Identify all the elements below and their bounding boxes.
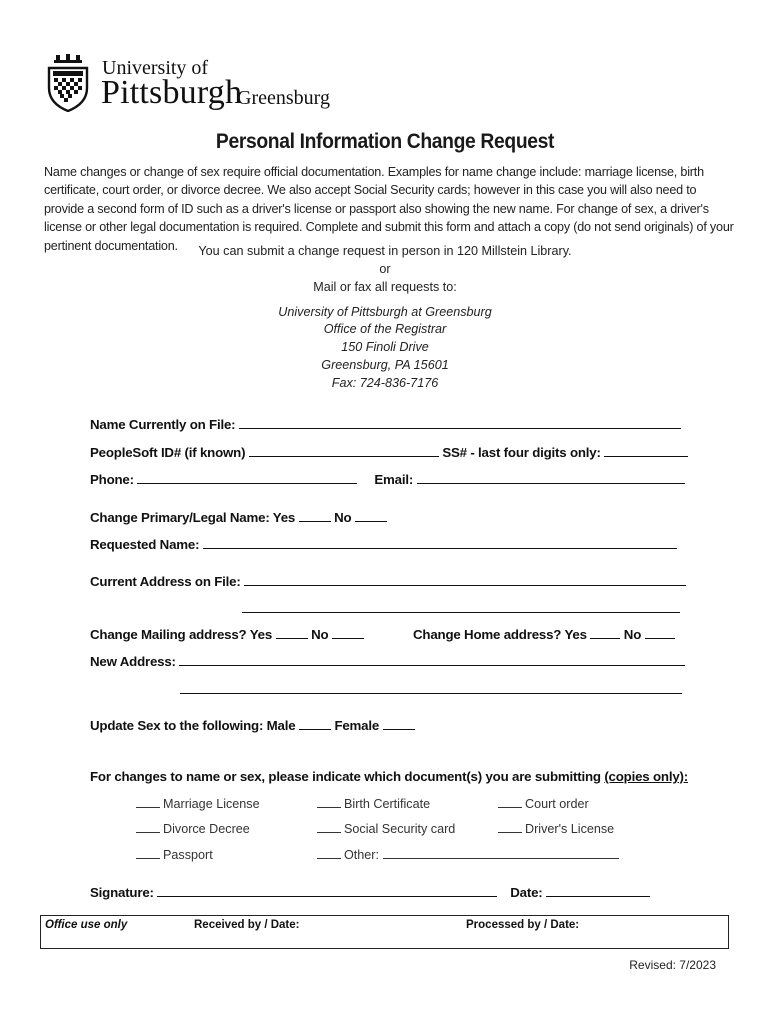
doc-option-divorce[interactable] xyxy=(136,821,250,836)
doc-marriage-label: Marriage License xyxy=(163,797,260,811)
current-address-field[interactable] xyxy=(244,573,686,586)
logo-pittsburgh-text: Pittsburgh xyxy=(101,74,243,111)
signature-label: Signature: xyxy=(90,885,154,900)
change-mailing-label: Change Mailing address? Yes xyxy=(90,627,273,642)
change-home-row xyxy=(413,626,675,642)
address-line-2: Office of the Registrar xyxy=(323,322,447,336)
address-line-4: Greensburg, PA 15601 xyxy=(321,358,449,372)
current-address-row xyxy=(90,573,686,589)
change-home-no-label: No xyxy=(623,627,642,642)
documents-copies-note: (copies only): xyxy=(604,769,688,784)
new-address-label: New Address: xyxy=(90,654,176,669)
requested-name-field[interactable] xyxy=(203,536,677,549)
page-title: Personal Information Change Request xyxy=(215,130,555,153)
email-label: Email: xyxy=(374,472,414,487)
documents-prompt-text: For changes to name or sex, please indicate which document(s) you are submitting xyxy=(90,769,601,784)
submit-or-text: or xyxy=(379,262,391,276)
doc-divorce-label: Divorce Decree xyxy=(163,822,250,836)
ssn-label: SS# - last four digits only: xyxy=(442,445,601,460)
doc-social-label: Social Security card xyxy=(344,822,456,836)
doc-blank[interactable] xyxy=(136,796,160,808)
address-line-3: 150 Finoli Drive xyxy=(341,340,429,354)
new-address-field-line-2[interactable] xyxy=(180,692,682,694)
doc-blank[interactable] xyxy=(317,796,341,808)
submit-in-person-text: You can submit a change request in person in 120 Millstein Library. xyxy=(198,244,572,258)
university-crest-icon xyxy=(46,54,90,112)
ssn-field[interactable] xyxy=(604,444,688,457)
new-address-row xyxy=(90,653,685,669)
change-mailing-no-field[interactable] xyxy=(332,626,364,639)
update-sex-row xyxy=(90,717,415,733)
change-primary-no-label: No xyxy=(334,510,352,525)
documents-prompt xyxy=(90,769,688,784)
address-fax: Fax: 724-836-7176 xyxy=(331,376,439,390)
doc-blank[interactable] xyxy=(498,796,522,808)
change-primary-yes-field[interactable] xyxy=(299,509,331,522)
update-sex-label: Update Sex to the following: Male xyxy=(90,718,296,733)
email-field[interactable] xyxy=(417,471,685,484)
phone-field[interactable] xyxy=(137,471,357,484)
doc-other-label: Other: xyxy=(344,848,379,862)
intro-paragraph: Name changes or change of sex require official documentation. Examples for name change include: marriage license, birth certificate, court order, or divorce decree. We also accept Social Security cards; however in this case you will also need to provide a second form of ID such as a driver's license or passport also showing the new name. For change of sex, a driver's license or other legal documentation is required. Complete and submit this form and attach a copy (do not send originals) of your pertinent documentation. xyxy=(44,165,734,253)
change-mailing-row xyxy=(90,626,364,642)
doc-option-passport[interactable] xyxy=(136,847,213,862)
change-mailing-no-label: No xyxy=(311,627,329,642)
doc-blank[interactable] xyxy=(136,821,160,833)
doc-drivers-label: Driver's License xyxy=(525,822,615,836)
female-field[interactable] xyxy=(383,717,415,730)
received-by-label: Received by / Date: xyxy=(194,919,300,931)
doc-blank[interactable] xyxy=(317,847,341,859)
doc-passport-label: Passport xyxy=(163,848,213,862)
change-primary-no-field[interactable] xyxy=(355,509,387,522)
doc-birth-label: Birth Certificate xyxy=(344,797,431,811)
doc-option-birth[interactable] xyxy=(317,796,430,811)
peoplesoft-label: PeopleSoft ID# (if known) xyxy=(90,445,246,460)
doc-court-label: Court order xyxy=(525,797,589,811)
male-field[interactable] xyxy=(299,717,331,730)
phone-label: Phone: xyxy=(90,472,134,487)
current-address-field-line-2[interactable] xyxy=(242,611,680,613)
requested-name-label: Requested Name: xyxy=(90,537,200,552)
doc-option-court[interactable] xyxy=(498,796,589,811)
doc-option-marriage[interactable] xyxy=(136,796,260,811)
signature-field[interactable] xyxy=(157,884,497,897)
doc-option-other[interactable] xyxy=(317,847,619,862)
phone-email-row xyxy=(90,471,685,487)
peoplesoft-row xyxy=(90,444,688,460)
office-use-label: Office use only xyxy=(45,919,128,931)
name-on-file-row xyxy=(90,416,681,432)
date-field[interactable] xyxy=(546,884,650,897)
doc-other-field[interactable] xyxy=(383,847,619,859)
requested-name-row xyxy=(90,536,677,552)
change-primary-label: Change Primary/Legal Name: Yes xyxy=(90,510,296,525)
change-home-label: Change Home address? Yes xyxy=(413,627,587,642)
change-home-no-field[interactable] xyxy=(645,626,675,639)
new-address-field[interactable] xyxy=(179,653,685,666)
doc-option-social[interactable] xyxy=(317,821,455,836)
peoplesoft-field[interactable] xyxy=(249,444,439,457)
current-address-label: Current Address on File: xyxy=(90,574,241,589)
logo-university-text: University of xyxy=(102,57,209,79)
name-on-file-field[interactable] xyxy=(239,416,681,429)
doc-blank[interactable] xyxy=(317,821,341,833)
date-label: Date: xyxy=(510,885,543,900)
signature-row xyxy=(90,884,650,900)
doc-blank[interactable] xyxy=(136,847,160,859)
university-logo xyxy=(46,54,346,116)
logo-campus-text: Greensburg xyxy=(237,87,330,109)
revised-date: Revised: 7/2023 xyxy=(629,958,716,972)
address-line-1: University of Pittsburgh at Greensburg xyxy=(278,305,492,319)
name-on-file-label: Name Currently on File: xyxy=(90,417,236,432)
office-use-box xyxy=(40,915,729,949)
female-label: Female xyxy=(334,718,380,733)
submit-mail-text: Mail or fax all requests to: xyxy=(313,280,457,294)
change-primary-row xyxy=(90,509,387,525)
change-home-yes-field[interactable] xyxy=(590,626,620,639)
change-mailing-yes-field[interactable] xyxy=(276,626,308,639)
doc-blank[interactable] xyxy=(498,821,522,833)
doc-option-drivers[interactable] xyxy=(498,821,614,836)
processed-by-label: Processed by / Date: xyxy=(466,919,580,931)
